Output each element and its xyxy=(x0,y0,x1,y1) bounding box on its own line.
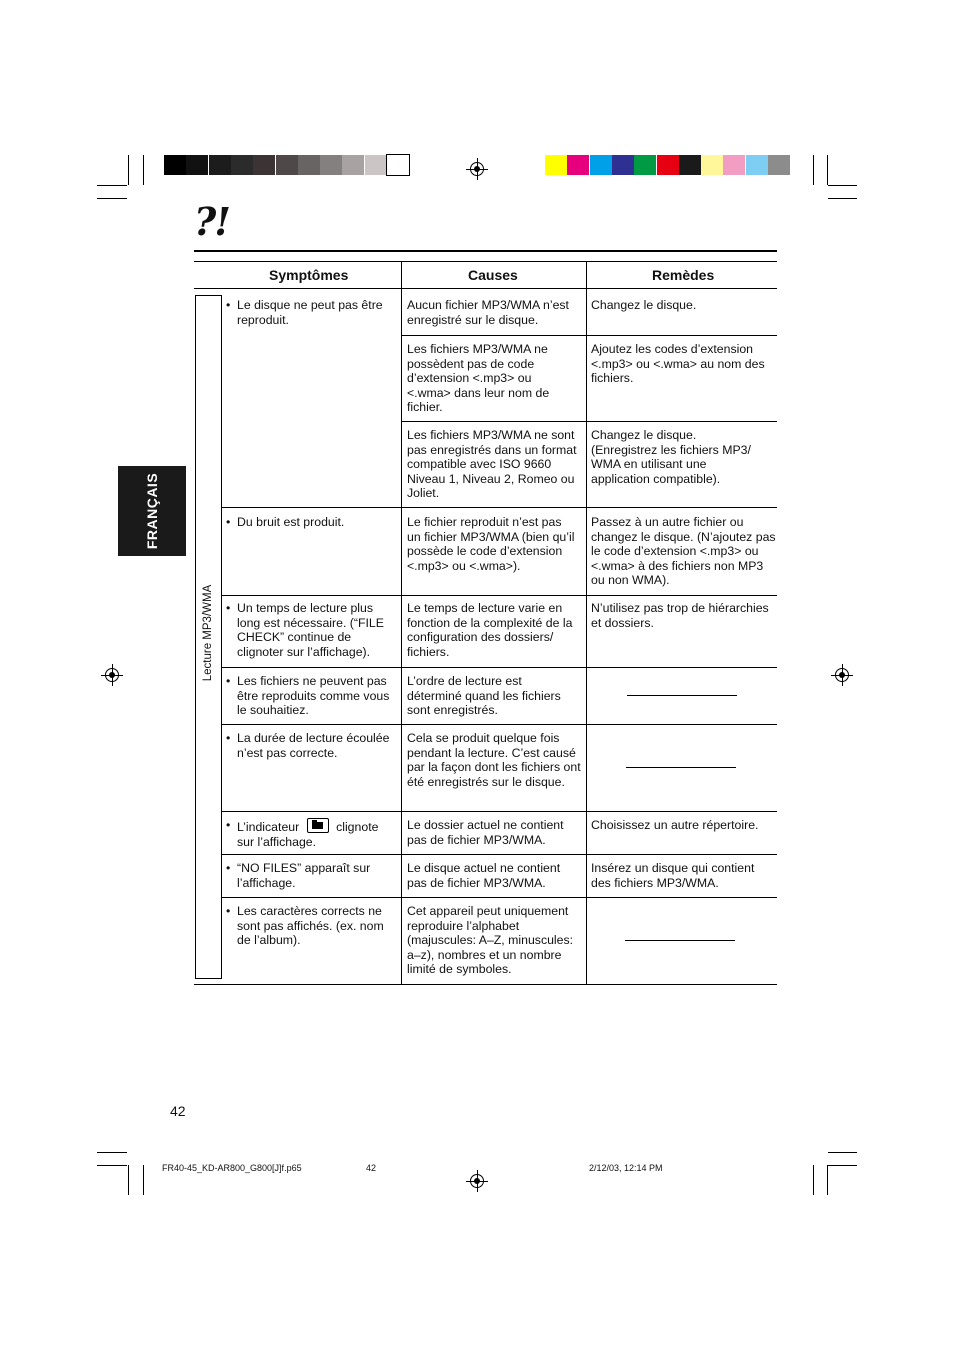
registration-mark-right-icon xyxy=(834,667,850,683)
remedy-cell: Changez le disque. (Enregistrez les fichiers MP3/ WMA en utilisant une application compatible). xyxy=(591,428,751,486)
cause-cell: L’ordre de lecture est déterminé quand les fichiers sont enregistrés. xyxy=(407,674,561,718)
column-header-causes: Causes xyxy=(468,267,518,283)
cause-cell: Aucun fichier MP3/WMA n’est enregistré sur le disque. xyxy=(407,298,569,327)
cause-cell: Cela se produit quelque fois pendant la lecture. C’est causé par la façon dont les fichiers ont été enregistrés sur le disque. xyxy=(407,731,581,789)
language-tab xyxy=(118,466,186,556)
calibration-swatch xyxy=(298,155,320,175)
page-number: 42 xyxy=(170,1103,186,1119)
cause-cell: Le dossier actuel ne contient pas de fichier MP3/WMA. xyxy=(407,818,564,847)
calibration-swatch xyxy=(634,155,656,175)
symptom-cell: “NO FILES” apparaît sur l’affichage. xyxy=(237,861,371,890)
calibration-swatch xyxy=(209,155,231,175)
cause-cell: Le fichier reproduit n’est pas un fichier MP3/WMA (bien qu’il possède le code d’extension <.mp3> ou <.wma>). xyxy=(407,515,575,573)
remedy-cell: Insérez un disque qui contient des fichiers MP3/WMA. xyxy=(591,861,755,890)
remedy-cell: Ajoutez les codes d’extension <.mp3> ou <.wma> au nom des fichiers. xyxy=(591,342,765,386)
symptom-cell xyxy=(237,818,397,849)
registration-mark-bottom-icon xyxy=(469,1173,485,1189)
remedy-dash xyxy=(626,767,736,768)
bullet-3: • xyxy=(226,515,231,529)
bullet-0: • xyxy=(226,298,231,312)
footer-page: 42 xyxy=(366,1163,377,1173)
calibration-swatch xyxy=(701,155,723,175)
cause-cell: Le disque actuel ne contient pas de fichier MP3/WMA. xyxy=(407,861,561,890)
calibration-swatch xyxy=(723,155,745,175)
calibration-swatch xyxy=(387,155,409,175)
bullet-8: • xyxy=(226,861,231,875)
registration-mark-top-icon xyxy=(469,161,485,177)
calibration-swatch xyxy=(545,155,567,175)
cause-cell: Cet appareil peut uniquement reproduire l’alphabet (majuscules: A–Z, minuscules: a–z), nombres et un nombre limité de symboles. xyxy=(407,904,574,977)
calibration-swatch xyxy=(679,155,701,175)
remedy-cell: N’utilisez pas trop de hiérarchies et dossiers. xyxy=(591,601,769,630)
calibration-swatch xyxy=(164,155,186,175)
bullet-6: • xyxy=(226,731,231,745)
calibration-swatch xyxy=(612,155,634,175)
remedy-dash xyxy=(625,940,735,941)
cause-cell: Les fichiers MP3/WMA ne possèdent pas de code d’extension <.mp3> ou <.wma> dans leur nom de fichier. xyxy=(407,342,550,415)
calibration-swatch xyxy=(657,155,679,175)
language-tab-label: FRANÇAIS xyxy=(144,472,160,550)
symptom-cell: Un temps de lecture plus long est nécessaire. (“FILE CHECK” continue de clignoter sur l’affichage). xyxy=(237,601,384,659)
section-label-mp3-wma: Lecture MP3/WMA xyxy=(202,584,214,682)
remedy-cell: Changez le disque. xyxy=(591,298,697,312)
calibration-swatch xyxy=(590,155,612,175)
troubleshooting-icon: ?! xyxy=(194,199,229,244)
remedy-cell: Choisissez un autre répertoire. xyxy=(591,818,759,832)
calibration-swatch xyxy=(746,155,768,175)
symptom-cell: Les fichiers ne peuvent pas être reproduits comme vous le souhaitiez. xyxy=(237,674,390,718)
bullet-4: • xyxy=(226,601,231,615)
calibration-swatch xyxy=(231,155,253,175)
calibration-swatch xyxy=(253,155,275,175)
calibration-swatch xyxy=(365,155,387,175)
footer-date: 2/12/03, 12:14 PM xyxy=(589,1163,663,1173)
remedy-cell: Passez à un autre fichier ou changez le disque. (N’ajoutez pas le code d’extension <.mp3> ou <.wma> à des fichiers non MP3 ou non WMA). xyxy=(591,515,776,588)
bullet-5: • xyxy=(226,674,231,688)
symptom-cell: Du bruit est produit. xyxy=(237,515,345,529)
calibration-swatch xyxy=(320,155,342,175)
remedy-dash xyxy=(627,695,737,696)
symptom-text-a: L’indicateur xyxy=(237,820,300,834)
symptom-cell: Les caractères corrects ne sont pas affichés. (ex. nom de l’album). xyxy=(237,904,384,948)
symptom-cell: La durée de lecture écoulée n’est pas correcte. xyxy=(237,731,390,760)
registration-mark-left-icon xyxy=(104,667,120,683)
symptom-text-b: clignote sur l’affichage. xyxy=(237,820,379,849)
bullet-9: • xyxy=(226,904,231,918)
calibration-swatch xyxy=(768,155,790,175)
calibration-swatch xyxy=(186,155,208,175)
folder-indicator-icon xyxy=(307,818,329,833)
header-rule xyxy=(194,250,777,252)
symptom-cell: Le disque ne peut pas être reproduit. xyxy=(237,298,383,327)
column-header-symptoms: Symptômes xyxy=(269,267,349,283)
calibration-swatch xyxy=(342,155,364,175)
cause-cell: Les fichiers MP3/WMA ne sont pas enregistrés dans un format compatible avec ISO 9660 Niveau 1, Niveau 2, Romeo ou Joliet. xyxy=(407,428,577,501)
bullet-7: • xyxy=(226,818,231,832)
calibration-swatch xyxy=(567,155,589,175)
calibration-swatch xyxy=(276,155,298,175)
column-header-remedies: Remèdes xyxy=(652,267,715,283)
cause-cell: Le temps de lecture varie en fonction de la complexité de la configuration des dossiers/ fichiers. xyxy=(407,601,573,659)
footer-file-name: FR40-45_KD-AR800_G800[J]f.p65 xyxy=(162,1163,302,1173)
